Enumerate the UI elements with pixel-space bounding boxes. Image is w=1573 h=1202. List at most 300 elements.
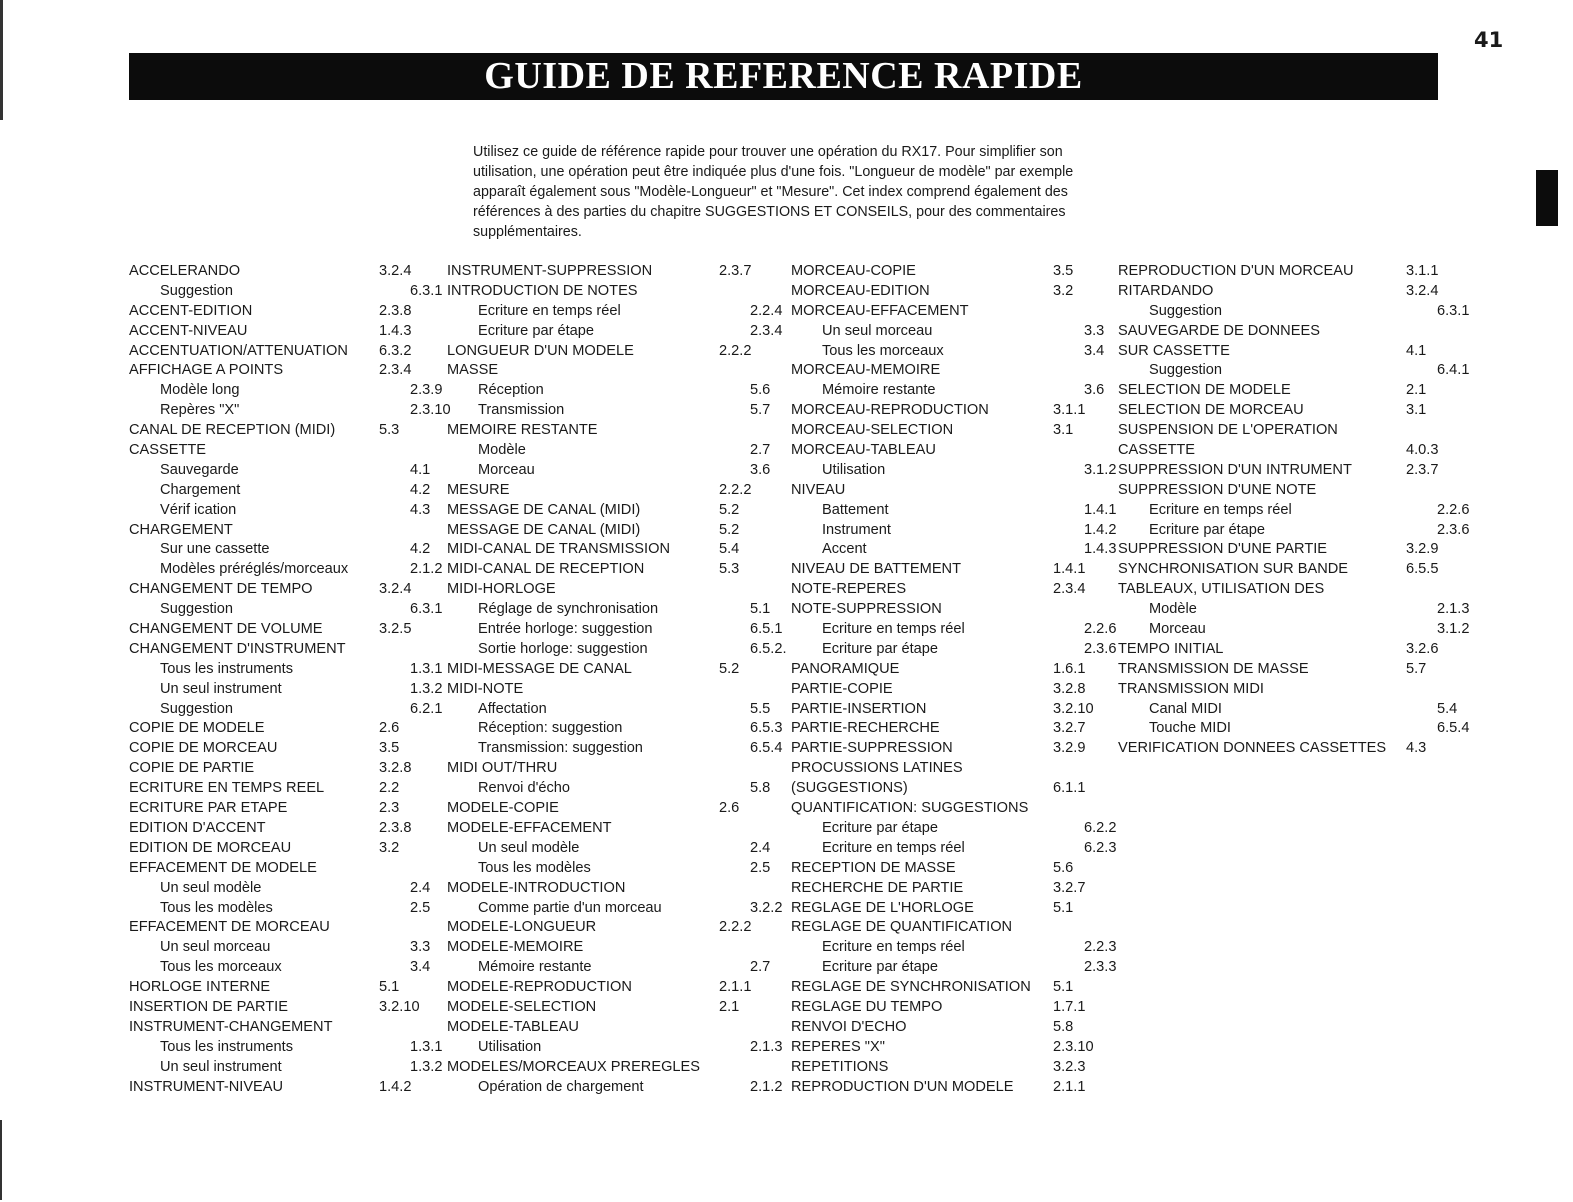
index-entry	[447, 1018, 810, 1038]
index-section-ref	[1053, 759, 1113, 779]
index-subentry-label: Sortie horloge: suggestion	[478, 640, 648, 657]
index-entry	[791, 779, 1144, 799]
index-entry	[791, 1078, 1144, 1098]
index-entry-label: NIVEAU DE BATTEMENT	[791, 561, 962, 578]
index-entry-label: CASSETTE	[1118, 442, 1196, 459]
index-section-ref	[719, 938, 779, 958]
index-subentry-label: Vérif ication	[160, 501, 237, 518]
index-section-ref: 3.2.10	[1053, 700, 1094, 717]
index-section-ref: 2.7	[750, 442, 771, 459]
index-section-ref: 5.4	[719, 541, 740, 558]
index-entry-label: CASSETTE	[129, 442, 207, 459]
index-subentry-label: Un seul instrument	[160, 1058, 282, 1075]
index-entry	[447, 859, 810, 879]
index-section-ref: 2.1.2	[410, 561, 443, 578]
index-entry	[447, 282, 810, 302]
index-subentry-label: Ecriture en temps réel	[822, 839, 965, 856]
index-subentry-label: Accent	[822, 541, 867, 558]
index-section-ref: 5.8	[750, 780, 771, 797]
index-subentry-label: Sauvegarde	[160, 461, 239, 478]
index-entry-label: SUPPRESSION D'UN INTRUMENT	[1118, 461, 1352, 478]
index-section-ref: 6.5.2.	[750, 640, 787, 657]
index-entry	[129, 879, 470, 899]
index-subentry-label: Ecriture par étape	[822, 959, 939, 976]
index-section-ref: 3.6	[1084, 382, 1105, 399]
index-section-ref: 4.3	[1406, 740, 1427, 757]
index-entry	[129, 361, 470, 381]
index-subentry-label: Transmission	[478, 402, 565, 419]
index-section-ref: 2.6	[379, 720, 400, 737]
index-section-ref: 2.1.1	[719, 979, 752, 996]
index-entry-label: SUPPRESSION D'UNE NOTE	[1118, 481, 1317, 498]
index-entry	[129, 719, 470, 739]
index-column-2	[447, 262, 810, 1097]
index-subentry-label: Ecriture en temps réel	[822, 939, 965, 956]
index-subentry-label: Ecriture par étape	[1149, 521, 1266, 538]
index-entry	[791, 560, 1144, 580]
index-entry	[447, 819, 810, 839]
page-title: GUIDE DE REFERENCE RAPIDE	[129, 53, 1438, 100]
index-section-ref: 4.1	[410, 461, 431, 478]
index-entry-label: PARTIE-SUPPRESSION	[791, 740, 953, 757]
index-entry	[1118, 540, 1497, 560]
index-section-ref: 2.2.6	[1437, 501, 1470, 518]
index-entry	[791, 938, 1144, 958]
index-section-ref: 2.1	[719, 998, 740, 1015]
index-section-ref: 2.2	[379, 780, 400, 797]
index-entry-label: MIDI-NOTE	[447, 680, 524, 697]
index-entry	[791, 262, 1144, 282]
index-entry-label: MORCEAU-EDITION	[791, 282, 930, 299]
index-entry-label: EDITION D'ACCENT	[129, 819, 266, 836]
index-section-ref: 1.4.3	[1084, 541, 1117, 558]
index-section-ref	[379, 1018, 439, 1038]
index-section-ref: 3.2.9	[1406, 541, 1439, 558]
index-section-ref: 5.7	[750, 402, 771, 419]
index-entry	[791, 302, 1144, 322]
index-entry	[129, 620, 470, 640]
index-section-ref: 2.3.10	[1053, 1038, 1094, 1055]
index-entry	[447, 401, 810, 421]
index-entry	[129, 461, 470, 481]
index-section-ref	[719, 819, 779, 839]
index-entry	[1118, 739, 1497, 759]
index-entry	[447, 660, 810, 680]
index-entry	[791, 342, 1144, 362]
index-subentry-label: Canal MIDI	[1149, 700, 1222, 717]
index-section-ref: 2.1.2	[750, 1078, 783, 1095]
index-entry	[447, 620, 810, 640]
index-entry-label: MORCEAU-REPRODUCTION	[791, 402, 989, 419]
index-entry-label: INTRODUCTION DE NOTES	[447, 282, 638, 299]
index-section-ref: 4.2	[410, 541, 431, 558]
index-subentry-label: Opération de chargement	[478, 1078, 644, 1095]
index-subentry-label: Tous les instruments	[160, 1038, 294, 1055]
index-entry	[129, 560, 470, 580]
index-section-ref: 2.3.6	[1437, 521, 1470, 538]
index-section-ref: 2.3.4	[1053, 581, 1086, 598]
index-subentry-label: Suggestion	[1149, 362, 1223, 379]
index-subentry-label: Chargement	[160, 481, 241, 498]
index-entry	[791, 879, 1144, 899]
index-entry-label: PARTIE-RECHERCHE	[791, 720, 940, 737]
index-subentry-label: Un seul modèle	[160, 879, 262, 896]
index-section-ref: 1.3.1	[410, 1038, 443, 1055]
index-entry	[447, 739, 810, 759]
index-subentry-label: Instrument	[822, 521, 891, 538]
index-section-ref: 3.2.7	[1053, 879, 1086, 896]
index-section-ref: 6.5.5	[1406, 561, 1439, 578]
index-section-ref: 5.6	[750, 382, 771, 399]
index-entry-label: ECRITURE EN TEMPS REEL	[129, 780, 325, 797]
index-entry-label: REPERES "X"	[791, 1038, 885, 1055]
index-section-ref	[719, 680, 779, 700]
index-entry	[129, 262, 470, 282]
index-entry	[1118, 620, 1497, 640]
index-section-ref: 2.2.4	[750, 302, 783, 319]
index-entry-label: NOTE-SUPPRESSION	[791, 601, 942, 618]
index-entry	[129, 759, 470, 779]
index-entry-label: PANORAMIQUE	[791, 660, 900, 677]
index-subentry-label: Mémoire restante	[478, 959, 592, 976]
index-entry-label: RITARDANDO	[1118, 282, 1214, 299]
index-section-ref: 3.3	[410, 939, 431, 956]
index-entry	[791, 381, 1144, 401]
index-entry	[791, 580, 1144, 600]
index-entry-label: MODELE-EFFACEMENT	[447, 819, 612, 836]
index-section-ref	[1406, 322, 1466, 342]
index-entry-label: TRANSMISSION DE MASSE	[1118, 660, 1309, 677]
index-section-ref	[379, 441, 439, 461]
index-entry-label: QUANTIFICATION: SUGGESTIONS	[791, 800, 1029, 817]
index-subentry-label: Suggestion	[160, 601, 234, 618]
index-entry-label: CHANGEMENT DE TEMPO	[129, 581, 313, 598]
index-section-ref: 4.2	[410, 481, 431, 498]
index-entry	[129, 1078, 470, 1098]
index-entry-label: COPIE DE MORCEAU	[129, 740, 278, 757]
index-entry	[129, 839, 470, 859]
index-entry	[447, 779, 810, 799]
index-subentry-label: Repères "X"	[160, 402, 240, 419]
index-section-ref: 3.2.4	[1406, 282, 1439, 299]
index-entry	[129, 521, 470, 541]
index-entry-label: COPIE DE PARTIE	[129, 760, 255, 777]
index-subentry-label: Affectation	[478, 700, 547, 717]
index-entry-label: NOTE-REPERES	[791, 581, 907, 598]
index-entry-label: REPRODUCTION D'UN MODELE	[791, 1078, 1014, 1095]
index-section-ref: 2.1.3	[750, 1038, 783, 1055]
index-section-ref: 3.4	[1084, 342, 1105, 359]
index-section-ref: 3.1	[1406, 402, 1427, 419]
index-section-ref: 3.2.8	[1053, 680, 1086, 697]
index-section-ref	[719, 421, 779, 441]
index-entry	[129, 958, 470, 978]
index-entry	[791, 660, 1144, 680]
index-entry	[1118, 680, 1497, 700]
index-subentry-label: Un seul modèle	[478, 839, 580, 856]
index-entry-label: CHANGEMENT DE VOLUME	[129, 621, 323, 638]
index-entry-label: REGLAGE DE QUANTIFICATION	[791, 919, 1013, 936]
index-section-ref	[1406, 580, 1466, 600]
section-tab-marker	[1536, 170, 1558, 226]
index-entry-label: SELECTION DE MORCEAU	[1118, 402, 1304, 419]
index-entry	[791, 282, 1144, 302]
index-entry	[129, 779, 470, 799]
index-entry-label: MODELE-MEMOIRE	[447, 939, 584, 956]
intro-paragraph: Utilisez ce guide de référence rapide pour trouver une opération du RX17. Pour simplifier son utilisation, une opération peut être indiquée plus d'une fois. "Longueur de modèle" par exemple apparaît également sous "Modèle-Longueur" et "Mesure". Cet index comprend également des références à des parties du chapitre SUGGESTIONS ET CONSEILS, pour des commentaires supplémentaires.	[473, 144, 1074, 240]
index-section-ref	[719, 759, 779, 779]
index-section-ref: 2.3.10	[410, 402, 451, 419]
index-entry	[791, 759, 1144, 779]
index-entry	[1118, 580, 1497, 600]
index-section-ref: 3.2.10	[379, 998, 420, 1015]
index-entry	[129, 660, 470, 680]
index-entry	[129, 501, 470, 521]
index-entry	[447, 481, 810, 501]
index-entry	[791, 461, 1144, 481]
index-entry-label: (SUGGESTIONS)	[791, 780, 908, 797]
index-subentry-label: Transmission: suggestion	[478, 740, 643, 757]
index-entry	[447, 1038, 810, 1058]
index-section-ref: 2.3.4	[379, 362, 412, 379]
index-subentry-label: Réception: suggestion	[478, 720, 623, 737]
index-section-ref: 3.1.1	[1053, 402, 1086, 419]
index-entry-label: ECRITURE PAR ETAPE	[129, 800, 288, 817]
index-section-ref	[1053, 799, 1113, 819]
index-entry	[129, 1058, 470, 1078]
index-entry	[129, 401, 470, 421]
index-entry	[447, 560, 810, 580]
index-section-ref: 3.2.7	[1053, 720, 1086, 737]
index-entry	[791, 918, 1144, 938]
index-entry-label: RECHERCHE DE PARTIE	[791, 879, 964, 896]
index-section-ref: 6.2.1	[410, 700, 443, 717]
index-section-ref: 2.6	[719, 800, 740, 817]
index-section-ref: 1.4.2	[1084, 521, 1117, 538]
index-section-ref: 3.2.8	[379, 760, 412, 777]
index-section-ref: 3.2.9	[1053, 740, 1086, 757]
index-entry-label: MODELE-INTRODUCTION	[447, 879, 626, 896]
index-entry	[791, 958, 1144, 978]
index-entry	[791, 600, 1144, 620]
index-entry	[129, 918, 470, 938]
index-entry	[129, 978, 470, 998]
index-entry	[791, 1018, 1144, 1038]
index-subentry-label: Ecriture en temps réel	[822, 621, 965, 638]
index-section-ref	[1053, 441, 1113, 461]
index-entry	[791, 441, 1144, 461]
index-entry	[791, 680, 1144, 700]
index-entry	[447, 540, 810, 560]
index-entry-label: SAUVEGARDE DE DONNEES	[1118, 322, 1320, 339]
index-section-ref	[719, 282, 779, 302]
index-section-ref: 2.3.9	[410, 382, 443, 399]
index-entry	[129, 421, 470, 441]
index-section-ref: 2.3.6	[1084, 640, 1117, 657]
index-entry	[791, 421, 1144, 441]
index-section-ref: 3.1.1	[1406, 263, 1439, 279]
index-entry	[447, 938, 810, 958]
index-section-ref	[379, 918, 439, 938]
index-entry-label: INSERTION DE PARTIE	[129, 998, 288, 1015]
index-entry	[1118, 302, 1497, 322]
index-subentry-label: Un seul instrument	[160, 680, 282, 697]
index-section-ref: 2.5	[410, 899, 431, 916]
index-subentry-label: Modèles préréglés/morceaux	[160, 561, 349, 578]
index-section-ref	[379, 859, 439, 879]
index-entry	[447, 381, 810, 401]
index-section-ref: 2.4	[410, 879, 431, 896]
index-section-ref: 3.2.5	[379, 621, 412, 638]
index-entry	[129, 938, 470, 958]
index-entry-label: REPRODUCTION D'UN MORCEAU	[1118, 263, 1354, 279]
index-section-ref: 3.2.4	[379, 263, 412, 279]
index-section-ref	[1053, 361, 1113, 381]
index-subentry-label: Tous les morceaux	[160, 959, 282, 976]
index-section-ref: 6.3.1	[410, 282, 443, 299]
index-section-ref: 3.3	[1084, 322, 1105, 339]
index-entry-label: INSTRUMENT-CHANGEMENT	[129, 1018, 333, 1035]
index-subentry-label: Tous les modèles	[160, 899, 273, 916]
index-entry	[447, 799, 810, 819]
index-entry	[129, 640, 470, 660]
index-section-ref: 1.3.2	[410, 680, 443, 697]
index-entry	[1118, 640, 1497, 660]
index-section-ref: 1.4.1	[1053, 561, 1086, 578]
index-subentry-label: Comme partie d'un morceau	[478, 899, 662, 916]
index-section-ref	[719, 1058, 779, 1078]
index-section-ref: 2.2.3	[1084, 939, 1117, 956]
index-subentry-label: Ecriture par étape	[822, 640, 939, 657]
index-section-ref: 1.4.3	[379, 322, 412, 339]
index-subentry-label: Ecriture par étape	[478, 322, 595, 339]
index-subentry-label: Battement	[822, 501, 889, 518]
index-entry	[791, 998, 1144, 1018]
index-entry-label: SYNCHRONISATION SUR BANDE	[1118, 561, 1349, 578]
index-entry-label: SELECTION DE MODELE	[1118, 382, 1291, 399]
index-entry-label: MIDI OUT/THRU	[447, 760, 558, 777]
index-entry-label: HORLOGE INTERNE	[129, 979, 271, 996]
index-entry	[129, 859, 470, 879]
index-section-ref: 3.2	[1053, 282, 1074, 299]
index-entry	[447, 958, 810, 978]
index-entry-label: TEMPO INITIAL	[1118, 640, 1224, 657]
index-section-ref: 1.3.1	[410, 660, 443, 677]
index-entry	[447, 421, 810, 441]
scan-edge-mark	[0, 0, 3, 120]
index-entry	[791, 322, 1144, 342]
index-entry-label: TRANSMISSION MIDI	[1118, 680, 1264, 697]
index-section-ref: 3.4	[410, 959, 431, 976]
index-column-3	[791, 262, 1144, 1097]
index-section-ref	[379, 521, 439, 541]
index-entry	[447, 879, 810, 899]
index-section-ref: 1.6.1	[1053, 660, 1086, 677]
index-entry	[129, 680, 470, 700]
index-entry-label: MESSAGE DE CANAL (MIDI)	[447, 521, 641, 538]
index-section-ref: 2.2.6	[1084, 621, 1117, 638]
index-subentry-label: Utilisation	[478, 1038, 542, 1055]
index-entry	[791, 481, 1144, 501]
index-entry-label: VERIFICATION DONNEES CASSETTES	[1118, 740, 1387, 757]
index-section-ref	[1053, 302, 1113, 322]
index-subentry-label: Entrée horloge: suggestion	[478, 621, 653, 638]
index-entry	[791, 1058, 1144, 1078]
index-subentry-label: Morceau	[1149, 621, 1206, 638]
index-section-ref: 5.1	[750, 601, 771, 618]
index-section-ref: 2.2.2	[719, 919, 752, 936]
index-section-ref: 2.3.7	[1406, 461, 1439, 478]
index-section-ref	[1406, 481, 1466, 501]
index-entry	[447, 600, 810, 620]
scan-edge-mark	[0, 1120, 2, 1200]
index-entry-label: MASSE	[447, 362, 499, 379]
index-section-ref: 3.2.2	[750, 899, 783, 916]
index-subentry-label: Tous les instruments	[160, 660, 294, 677]
index-entry-label: ACCENTUATION/ATTENUATION	[129, 342, 348, 359]
index-entry	[129, 799, 470, 819]
index-entry	[1118, 501, 1497, 521]
index-entry-label: RECEPTION DE MASSE	[791, 859, 956, 876]
index-section-ref: 5.2	[719, 660, 740, 677]
index-entry-label: MODELE-REPRODUCTION	[447, 979, 632, 996]
index-entry-label: SUPPRESSION D'UNE PARTIE	[1118, 541, 1328, 558]
index-entry	[791, 739, 1144, 759]
index-entry	[1118, 481, 1497, 501]
index-entry	[447, 1078, 810, 1098]
index-section-ref: 5.2	[719, 521, 740, 538]
index-section-ref	[1406, 421, 1466, 441]
index-entry-label: EFFACEMENT DE MODELE	[129, 859, 317, 876]
index-entry	[447, 700, 810, 720]
index-section-ref: 4.0.3	[1406, 442, 1439, 459]
index-section-ref: 2.2.2	[719, 481, 752, 498]
index-section-ref	[719, 1018, 779, 1038]
index-entry	[447, 461, 810, 481]
index-entry-label: MORCEAU-COPIE	[791, 263, 916, 279]
index-section-ref: 5.2	[719, 501, 740, 518]
index-section-ref: 3.2	[379, 839, 400, 856]
index-section-ref: 6.5.4	[1437, 720, 1470, 737]
index-section-ref: 5.1	[379, 979, 400, 996]
page-number: 41	[1474, 28, 1504, 52]
index-entry	[1118, 461, 1497, 481]
index-section-ref: 6.1.1	[1053, 780, 1086, 797]
index-section-ref: 5.7	[1406, 660, 1427, 677]
index-section-ref	[1053, 600, 1113, 620]
index-subentry-label: Réglage de synchronisation	[478, 601, 659, 618]
index-subentry-label: Mémoire restante	[822, 382, 936, 399]
index-entry	[1118, 719, 1497, 739]
index-entry	[791, 401, 1144, 421]
index-subentry-label: Tous les modèles	[478, 859, 591, 876]
index-entry	[447, 580, 810, 600]
index-section-ref: 4.1	[1406, 342, 1427, 359]
index-entry	[447, 918, 810, 938]
index-entry-label: MIDI-CANAL DE RECEPTION	[447, 561, 645, 578]
index-entry-label: CANAL DE RECEPTION (MIDI)	[129, 422, 336, 439]
index-subentry-label: Morceau	[478, 461, 535, 478]
index-entry-label: SUR CASSETTE	[1118, 342, 1230, 359]
index-section-ref: 3.2.6	[1406, 640, 1439, 657]
index-section-ref	[719, 580, 779, 600]
index-entry-label: INSTRUMENT-SUPPRESSION	[447, 263, 653, 279]
index-entry-label: MODELES/MORCEAUX PREREGLES	[447, 1058, 701, 1075]
index-entry	[1118, 322, 1497, 342]
index-entry	[1118, 282, 1497, 302]
index-subentry-label: Sur une cassette	[160, 541, 270, 558]
index-section-ref: 3.1.2	[1437, 621, 1470, 638]
